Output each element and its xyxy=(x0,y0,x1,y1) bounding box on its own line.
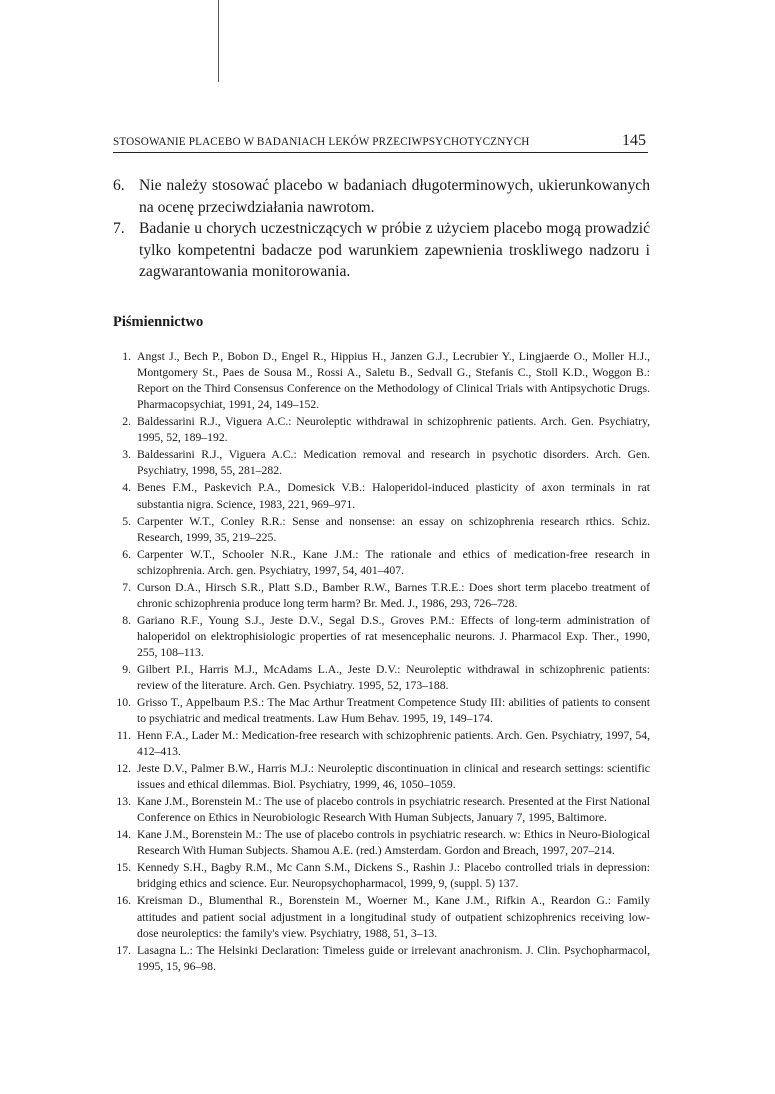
recommendation-text: Nie należy stosować placebo w badaniach długoterminowych, ukierunkowanych na ocenę przeciwdziałania nawrotom. xyxy=(139,177,650,216)
reference-text: Carpenter W.T., Schooler N.R., Kane J.M.: The rationale and ethics of medication-free research in schizophrenia. Arch. gen. Psychiatry, 1997, 54, 401–407. xyxy=(137,547,650,577)
reference-item xyxy=(113,695,650,727)
reference-item xyxy=(113,761,650,793)
recommendation-number: 7. xyxy=(113,220,125,237)
reference-number: 16. xyxy=(116,894,131,908)
reference-number: 7. xyxy=(122,580,131,594)
reference-number: 17. xyxy=(116,943,131,957)
page-number: 145 xyxy=(622,132,646,149)
recommendation-number: 6. xyxy=(113,177,125,194)
recommendation-text: Badanie u chorych uczestniczących w próbie z użyciem placebo mogą prowadzić tylko kompetentni badacze pod warunkiem zapewnienia troskliwego nadzoru i zagwarantowania monitorowania. xyxy=(139,220,650,280)
reference-item xyxy=(113,447,650,479)
reference-text: Benes F.M., Paskevich P.A., Domesick V.B.: Haloperidol-induced plasticity of axon terminals in rat substantia nigra. Science, 1983, 221, 969–971. xyxy=(137,481,650,511)
reference-number: 11. xyxy=(116,729,131,743)
reference-item xyxy=(113,662,650,694)
reference-text: Angst J., Bech P., Bobon D., Engel R., Hippius H., Janzen G.J., Lecrubier Y., Lingjaerde O., Moller H.J., Montgomery St., Paes de Sousa M., Rossi A., Saletu B., Sedvall G., Stefanis C., Stoll K.D., Woggon B.: Report on the Third Consensus Conference on the Methodology of Clinical Trials with Antipsychotic Drugs. Pharmacopsychiat, 1991, 24, 149–152. xyxy=(137,350,650,412)
reference-item xyxy=(113,514,650,546)
reference-text: Kennedy S.H., Bagby R.M., Mc Cann S.M., Dickens S., Rashin J.: Placebo controlled trials in depression: bridging ethics and science. Eur. Neuropsychopharmacol, 1999, 9, (suppl. 5) 137. xyxy=(137,861,650,891)
reference-item xyxy=(113,480,650,512)
recommendations-list xyxy=(113,175,650,283)
reference-number: 1. xyxy=(122,350,131,363)
reference-number: 6. xyxy=(122,547,131,561)
reference-item xyxy=(113,728,650,760)
reference-text: Gariano R.F., Young S.J., Jeste D.V., Segal D.S., Groves P.M.: Effects of long-term administration of haloperidol on elektrophisiologic properties of rat mesencephalic neurons. J. Pharmacol Exp. Ther., 1990, 255, 108–113. xyxy=(137,613,650,659)
reference-item xyxy=(113,893,650,941)
reference-text: Henn F.A., Lader M.: Medication-free research with schizophrenic patients. Arch. Gen. Psychiatry, 1997, 54, 412–413. xyxy=(137,729,650,759)
reference-text: Lasagna L.: The Helsinki Declaration: Timeless guide or irrelevant anachronism. J. Clin. Psychopharmacol, 1995, 15, 96–98. xyxy=(137,943,650,973)
reference-number: 13. xyxy=(116,795,131,809)
reference-item xyxy=(113,613,650,661)
reference-text: Grisso T., Appelbaum P.S.: The Mac Arthur Treatment Competence Study III: abilities of patients to consent to psychiatric and medical treatments. Law Hum Behav. 1995, 19, 149–174. xyxy=(137,695,650,726)
reference-number: 9. xyxy=(122,662,131,676)
reference-number: 8. xyxy=(122,613,131,627)
reference-number: 2. xyxy=(122,415,131,429)
reference-text: Kane J.M., Borenstein M.: The use of placebo controls in psychiatric research. Presented at the First National Conference on Ethics in Neurobiologic Research With Human Subjects, January 7, 1995, Baltimore. xyxy=(137,795,650,825)
reference-text: Baldessarini R.J., Viguera A.C.: Neuroleptic withdrawal in schizophrenic patients. Arch. Gen. Psychiatry, 1995, 52, 189–192. xyxy=(137,415,650,445)
reference-item xyxy=(113,794,650,826)
reference-number: 5. xyxy=(122,514,131,528)
reference-number: 3. xyxy=(122,448,131,462)
reference-number: 14. xyxy=(116,828,131,842)
recommendation-item xyxy=(113,218,650,283)
reference-item xyxy=(113,827,650,859)
reference-number: 10. xyxy=(116,695,131,709)
references-heading: Piśmiennictwo xyxy=(113,314,204,330)
recommendation-item xyxy=(113,175,650,218)
running-title: STOSOWANIE PLACEBO W BADANIACH LEKÓW PRZECIWPSYCHOTYCZNYCH xyxy=(113,136,530,148)
references-list xyxy=(113,349,650,976)
reference-item xyxy=(113,547,650,579)
reference-number: 4. xyxy=(122,481,131,495)
reference-text: Jeste D.V., Palmer B.W., Harris M.J.: Neuroleptic discontinuation in clinical and research settings: scientific issues and ethical dilemmas. Biol. Psychiatry, 1999, 46, 1050–1059. xyxy=(137,762,650,792)
reference-text: Kreisman D., Blumenthal R., Borenstein M., Woerner M., Kane J.M., Rifkin A., Reardon G.: Family attitudes and patient social adjustment in a longitudinal study of outpatient schizophrenics receiving low-dose neuroleptics: the family's view. Psychiatry, 1988, 51, 3–13. xyxy=(137,894,650,940)
reference-text: Kane J.M., Borenstein M.: The use of placebo controls in psychiatric research. w: Ethics in Neuro-Biological Research With Human Subjects. Shamou A.E. (red.) Amsterdam. Gordon and Breach, 1997, 207–214. xyxy=(137,828,650,858)
reference-number: 15. xyxy=(116,861,131,875)
reference-text: Gilbert P.I., Harris M.J., McAdams L.A., Jeste D.V.: Neuroleptic withdrawal in schizophrenic patients: review of the literature. Arch. Gen. Psychiatry. 1995, 52, 173–188. xyxy=(137,662,650,692)
reference-item xyxy=(113,414,650,446)
reference-item xyxy=(113,943,650,975)
reference-text: Carpenter W.T., Conley R.R.: Sense and nonsense: an essay on schizophrenia research rthics. Schiz. Research, 1999, 35, 219–225. xyxy=(137,514,650,544)
running-header xyxy=(113,132,648,153)
scan-artifact-line xyxy=(218,0,219,82)
reference-number: 12. xyxy=(116,762,131,776)
reference-item xyxy=(113,860,650,892)
reference-text: Curson D.A., Hirsch S.R., Platt S.D., Bamber R.W., Barnes T.R.E.: Does short term placebo treatment of chronic schizophrenia produce long term harm? Br. Med. J., 1986, 293, 726–728. xyxy=(137,580,650,610)
reference-item xyxy=(113,580,650,612)
reference-item xyxy=(113,349,650,413)
reference-text: Baldessarini R.J., Viguera A.C.: Medication removal and research in psychotic disorders. Arch. Gen. Psychiatry, 1998, 55, 281–282. xyxy=(137,448,650,478)
